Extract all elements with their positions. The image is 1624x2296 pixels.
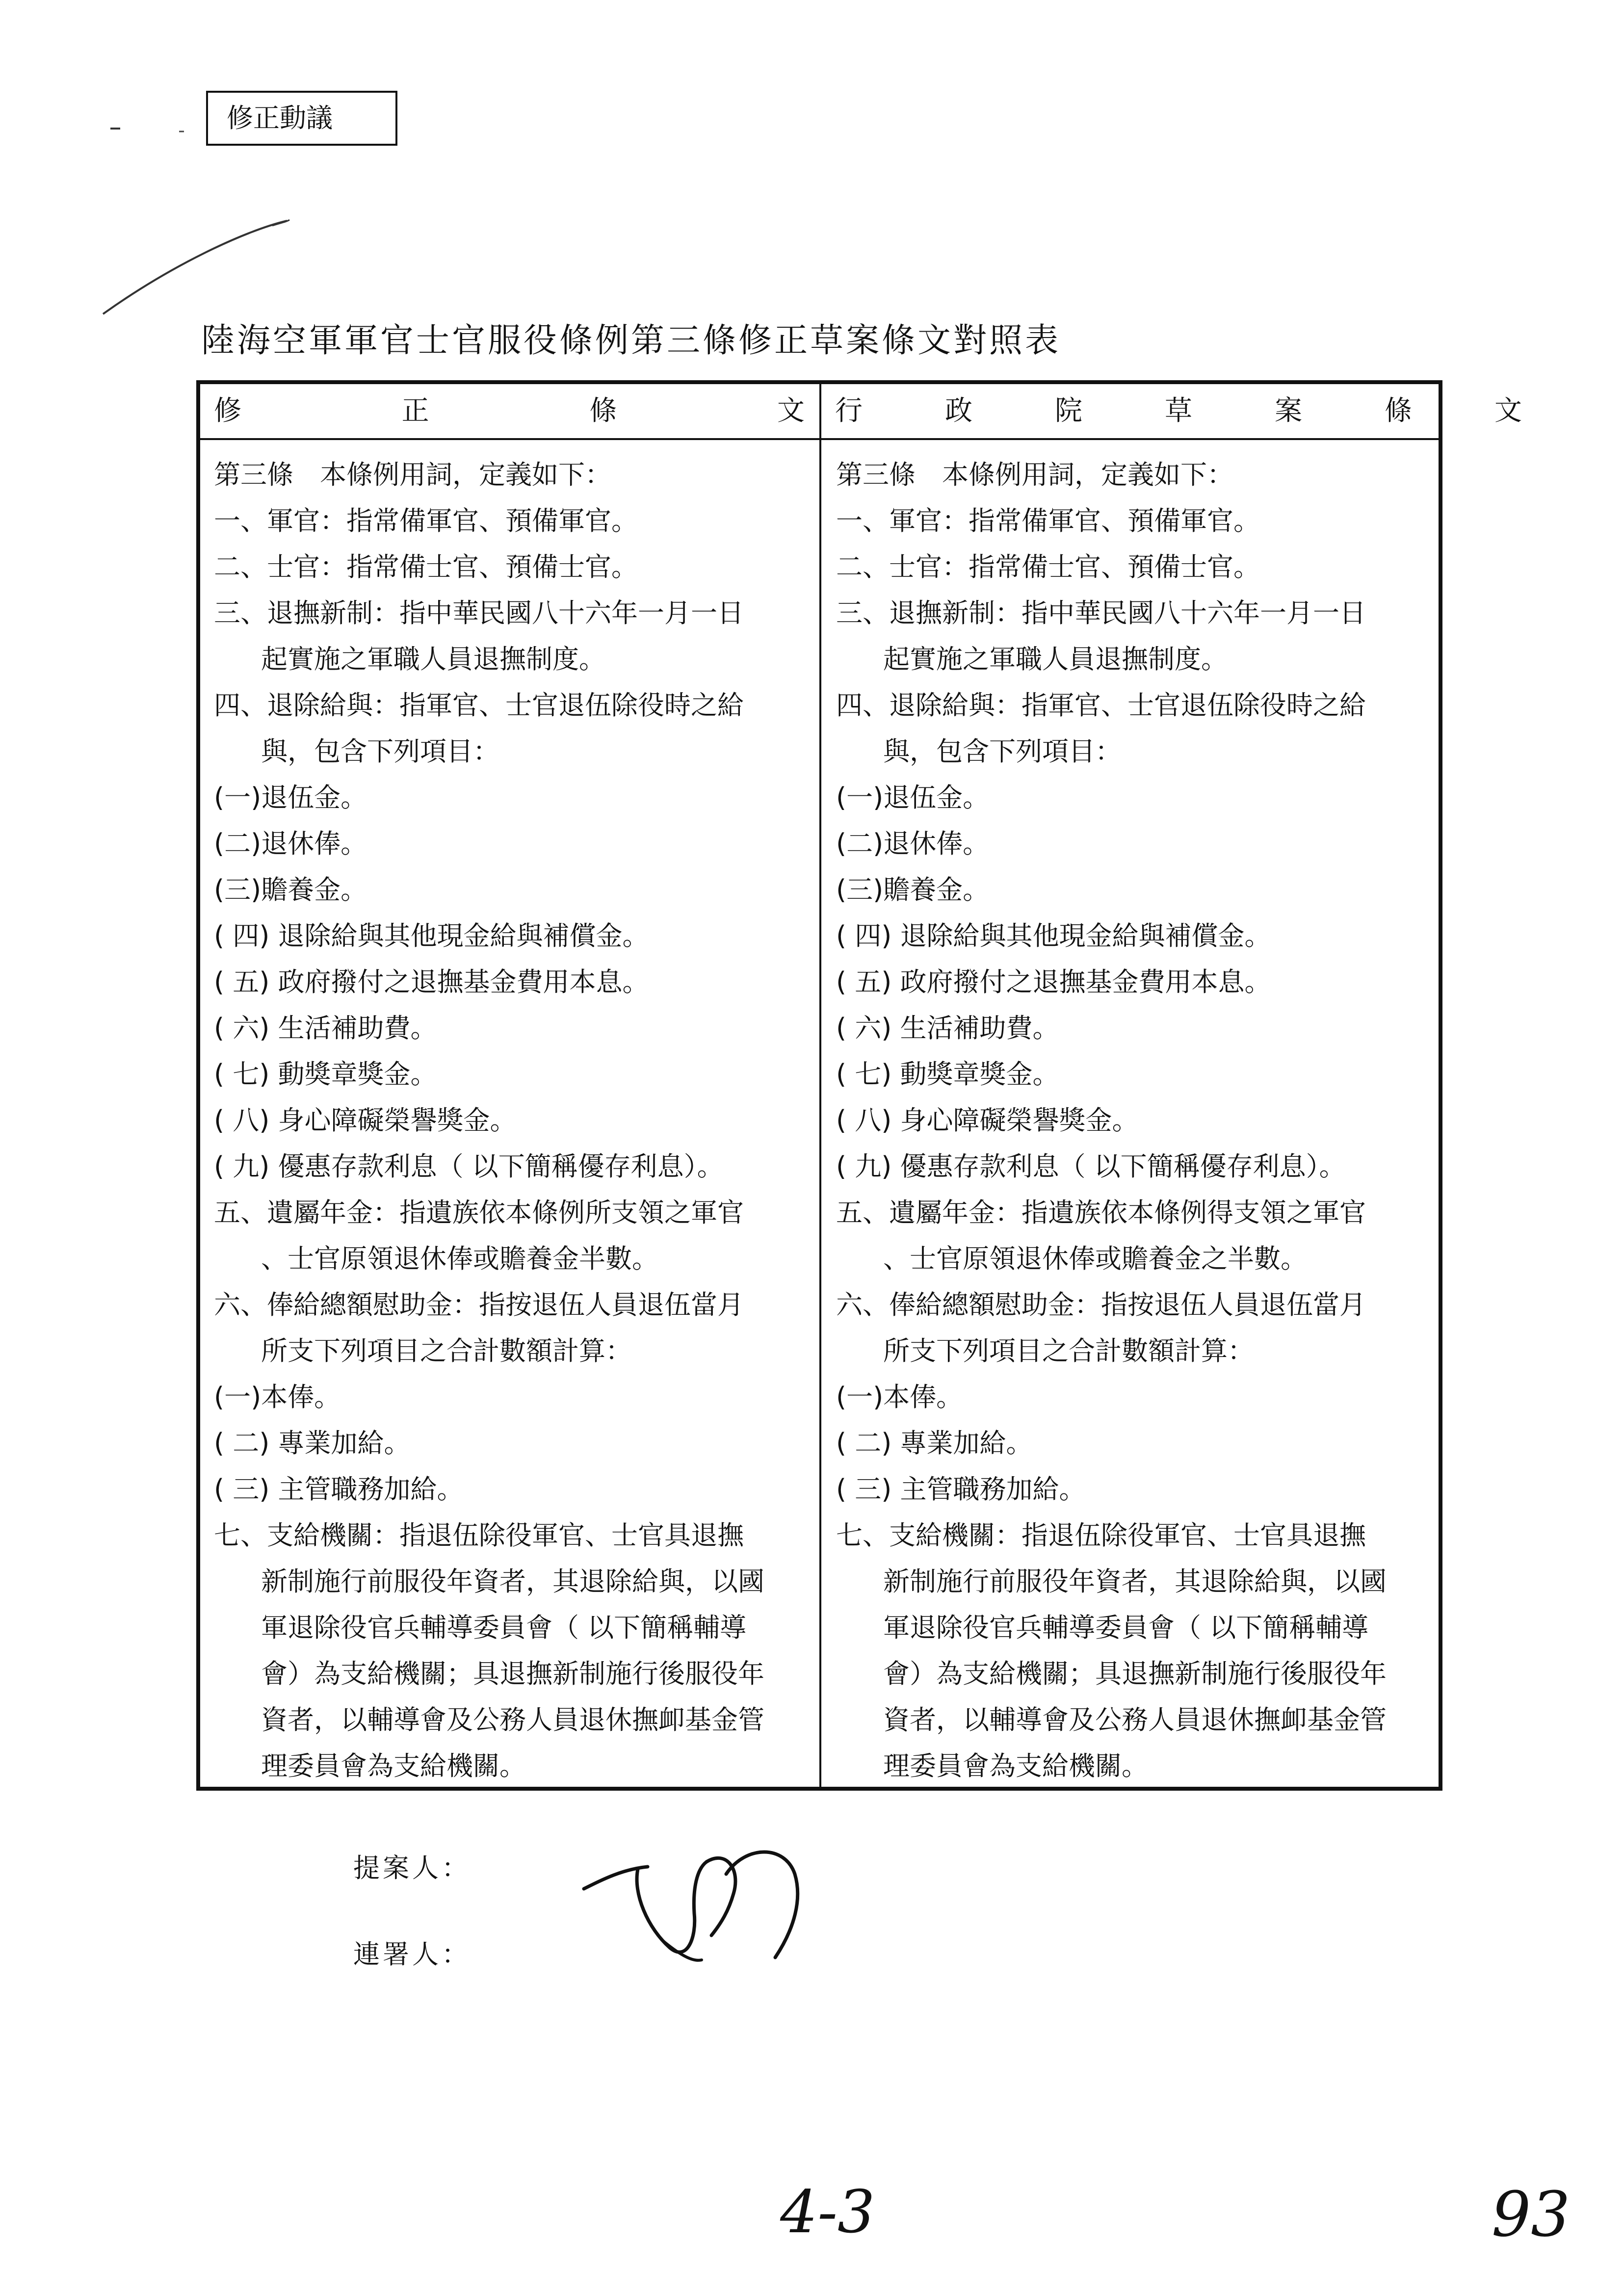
table-line: 所支下列項目之合計數額計算： <box>261 1335 632 1366</box>
table-line: 三、退撫新制：指中華民國八十六年一月一日 <box>214 598 744 628</box>
table-line: 與，包含下列項目： <box>261 736 499 767</box>
comparison-table <box>196 380 1522 1791</box>
table-line: ( 四) 退除給與其他現金給與補償金。 <box>214 920 649 951</box>
cosigner-label: 連署人： <box>353 1939 471 1970</box>
table-line: (一)退伍金。 <box>836 782 990 813</box>
table-line: 起實施之軍職人員退撫制度。 <box>261 644 605 675</box>
table-line: 二、士官：指常備士官、預備士官。 <box>214 551 638 582</box>
table-line: 與，包含下列項目： <box>883 736 1122 767</box>
table-line: 七、支給機關：指退伍除役軍官、士官具退撫 <box>214 1520 744 1551</box>
table-line: 五、遺屬年金：指遺族依本條例得支領之軍官 <box>836 1197 1366 1228</box>
amended-column-header: 修 正 條 文 <box>214 395 805 427</box>
table-line: 第三條 本條例用詞，定義如下： <box>214 459 611 490</box>
table-line: 六、俸給總額慰助金：指按退伍人員退伍當月 <box>836 1289 1366 1320</box>
table-line: (二)退休俸。 <box>214 828 367 859</box>
scan-marks <box>0 0 343 343</box>
amended-column-body <box>200 442 813 1789</box>
executive-yuan-column-header: 行 政 院 草 案 條 文 <box>835 395 1522 427</box>
page-number: 93 <box>1492 2178 1571 2250</box>
table-line: ( 二) 專業加給。 <box>214 1428 411 1459</box>
table-line: 四、退除給與：指軍官、士官退伍除役時之給 <box>214 690 744 721</box>
table-line: 會）為支給機關；具退撫新制施行後服役年 <box>261 1658 764 1689</box>
motion-stamp-label: 修正動議 <box>227 103 333 133</box>
table-line: ( 二) 專業加給。 <box>836 1428 1033 1459</box>
table-line: 一、軍官：指常備軍官、預備軍官。 <box>836 505 1260 536</box>
motion-stamp-box <box>206 91 397 146</box>
table-line: ( 九) 優惠存款利息（ 以下簡稱優存利息）。 <box>836 1151 1346 1182</box>
document-title: 陸海空軍軍官士官服役條例第三條修正草案條文對照表 <box>201 321 1061 360</box>
table-line: (二)退休俸。 <box>836 828 990 859</box>
proposer-label: 提案人： <box>353 1852 471 1883</box>
table-line: 三、退撫新制：指中華民國八十六年一月一日 <box>836 598 1366 628</box>
column-divider <box>819 384 821 1787</box>
table-line: ( 八) 身心障礙榮譽獎金。 <box>836 1105 1139 1136</box>
table-line: (三)贍養金。 <box>836 874 990 905</box>
table-line: ( 七) 動獎章獎金。 <box>836 1059 1059 1090</box>
table-line: 資者，以輔導會及公務人員退休撫卹基金管 <box>883 1704 1387 1735</box>
table-line: 理委員會為支給機關。 <box>261 1750 526 1781</box>
table-line: ( 八) 身心障礙榮譽獎金。 <box>214 1105 517 1136</box>
table-line: 軍退除役官兵輔導委員會（ 以下簡稱輔導 <box>261 1612 747 1643</box>
table-line: ( 四) 退除給與其他現金給與補償金。 <box>836 920 1271 951</box>
table-line: 一、軍官：指常備軍官、預備軍官。 <box>214 505 638 536</box>
executive-yuan-column-body <box>822 442 1436 1789</box>
table-line: 新制施行前服役年資者，其退除給與，以國 <box>883 1566 1387 1597</box>
table-line: 四、退除給與：指軍官、士官退伍除役時之給 <box>836 690 1366 721</box>
table-line: 所支下列項目之合計數額計算： <box>883 1335 1254 1366</box>
table-line: ( 五) 政府撥付之退撫基金費用本息。 <box>836 966 1271 997</box>
table-line: (三)贍養金。 <box>214 874 367 905</box>
table-line: 第三條 本條例用詞，定義如下： <box>836 459 1233 490</box>
table-line: ( 六) 生活補助費。 <box>214 1013 437 1044</box>
table-line: ( 三) 主管職務加給。 <box>836 1474 1086 1505</box>
table-line: 新制施行前服役年資者，其退除給與，以國 <box>261 1566 764 1597</box>
table-line: 、士官原領退休俸或贍養金之半數。 <box>883 1243 1307 1274</box>
table-line: 理委員會為支給機關。 <box>883 1750 1148 1781</box>
table-line: 七、支給機關：指退伍除役軍官、士官具退撫 <box>836 1520 1366 1551</box>
table-line: ( 七) 動獎章獎金。 <box>214 1059 437 1090</box>
table-line: 二、士官：指常備士官、預備士官。 <box>836 551 1260 582</box>
handwritten-signature <box>564 1815 868 1982</box>
table-line: (一)本俸。 <box>836 1382 963 1412</box>
table-line: (一)退伍金。 <box>214 782 367 813</box>
table-line: 、士官原領退休俸或贍養金半數。 <box>261 1243 658 1274</box>
table-line: ( 五) 政府撥付之退撫基金費用本息。 <box>214 966 649 997</box>
table-line: 起實施之軍職人員退撫制度。 <box>883 644 1228 675</box>
table-line: 資者，以輔導會及公務人員退休撫卹基金管 <box>261 1704 764 1735</box>
table-line: ( 九) 優惠存款利息（ 以下簡稱優存利息）。 <box>214 1151 724 1182</box>
signers-block <box>353 1854 471 2027</box>
table-line: 五、遺屬年金：指遺族依本條例所支領之軍官 <box>214 1197 744 1228</box>
table-line: 會）為支給機關；具退撫新制施行後服役年 <box>883 1658 1387 1689</box>
table-line: ( 六) 生活補助費。 <box>836 1013 1059 1044</box>
table-line: 軍退除役官兵輔導委員會（ 以下簡稱輔導 <box>883 1612 1369 1643</box>
table-line: (一)本俸。 <box>214 1382 341 1412</box>
table-line: ( 三) 主管職務加給。 <box>214 1474 464 1505</box>
section-marker: 4-3 <box>780 2178 875 2246</box>
table-line: 六、俸給總額慰助金：指按退伍人員退伍當月 <box>214 1289 744 1320</box>
